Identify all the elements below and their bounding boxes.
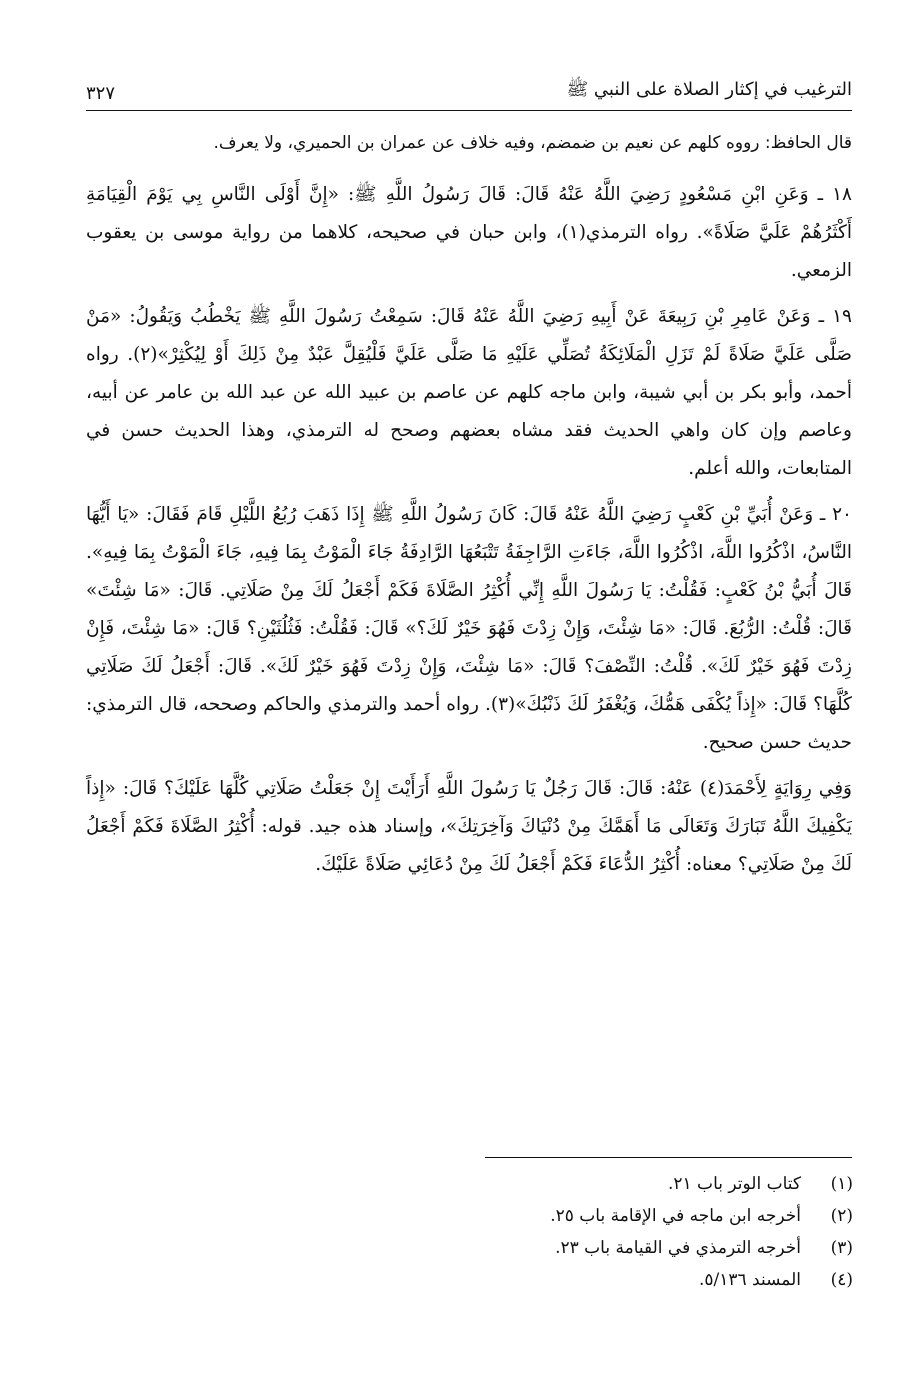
hafiz-note: قال الحافظ: رووه كلهم عن نعيم بن ضمضم، وفيه خلاف عن عمران بن الحميري، ولا يعرف. (213, 133, 852, 153)
ahmad-narration: وَفِي رِوَايَةٍ لِأَحْمَدَ(٤) عَنْهُ: قَالَ: قَالَ رَجُلٌ يَا رَسُولَ اللَّهِ أَرَأَيْتَ إِنْ جَعَلْتُ صَلَاتِي كُلَّهَا عَلَيْكَ؟ قَالَ: «إِذاً يَكْفِيكَ اللَّهُ تَبَارَكَ وَتَعَالَى مَا أَهَمَّكَ مِنْ دُنْيَاكَ وَآخِرَتِكَ»، وإسناد هذه جيد. قوله: أُكْثِرُ الصَّلَاةَ فَكَمْ أَجْعَلُ لَكَ مِنْ صَلَاتِي؟ معناه: أُكْثِرُ الدُّعَاءَ فَكَمْ أَجْعَلُ لَكَ مِنْ دُعَائِي صَلَاةً عَلَيْكَ. (86, 778, 852, 875)
footnote-text: كتاب الوتر باب ٢١. (667, 1174, 801, 1194)
running-header (86, 80, 852, 111)
footnote-number: (٤) (830, 1270, 853, 1290)
page-body (86, 124, 852, 892)
footnote-item (333, 1264, 853, 1296)
hadith-18: ١٨ ـ وَعَنِ ابْنِ مَسْعُودٍ رَضِيَ اللَّهُ عَنْهُ قَالَ: قَالَ رَسُولُ اللَّهِ ﷺ: «إِنَّ أَوْلَى النَّاسِ بِي يَوْمَ الْقِيَامَةِ أَكْثَرُهُمْ عَلَيَّ صَلَاةً». رواه الترمذي(١)، وابن حبان في صحيحه، كلاهما من رواية موسى بن يعقوب الزمعي. (86, 184, 852, 281)
footnote-item (333, 1168, 853, 1200)
hadith-19: ١٩ ـ وَعَنْ عَامِرِ بْنِ رَبِيعَةَ عَنْ أَبِيهِ رَضِيَ اللَّهُ عَنْهُ قَالَ: سَمِعْتُ رَسُولَ اللَّهِ ﷺ يَخْطُبُ وَيَقُولُ: «مَنْ صَلَّى عَلَيَّ صَلَاةً لَمْ تَزَلِ الْمَلَائِكَةُ تُصَلِّي عَلَيْهِ مَا صَلَّى عَلَيَّ فَلْيُقِلَّ عَبْدٌ مِنْ ذَلِكَ أَوْ لِيُكْثِرْ»(٢). رواه أحمد، وأبو بكر بن أبي شيبة، وابن ماجه كلهم عن عاصم بن عبيد الله عن عبد الله بن عامر عن أبيه، وعاصم وإن كان واهي الحديث فقد مشاه بعضهم وصحح له الترمذي، وهذا الحديث حسن في المتابعات، والله أعلم. (86, 306, 853, 479)
page-number: ٣٢٧ (86, 83, 121, 104)
footnote-text: أخرجه الترمذي في القيامة باب ٢٣. (555, 1238, 801, 1258)
footnote-number: (٢) (830, 1206, 853, 1226)
footnote-separator (485, 1157, 852, 1158)
header-title: الترغيب في إكثار الصلاة على النبي ﷺ (560, 78, 852, 104)
footnote-text: أخرجه ابن ماجه في الإقامة باب ٢٥. (550, 1206, 801, 1226)
footnote-item (333, 1232, 853, 1264)
footnote-number: (٣) (830, 1238, 853, 1258)
footnote-number: (١) (830, 1174, 853, 1194)
footnote-item (333, 1200, 853, 1232)
hadith-20: ٢٠ ـ وَعَنْ أُبَيِّ بْنِ كَعْبٍ رَضِيَ اللَّهُ عَنْهُ قَالَ: كَانَ رَسُولُ اللَّهِ ﷺ إِذَا ذَهَبَ رُبُعُ اللَّيْلِ قَامَ فَقَالَ: «يَا أَيُّهَا النَّاسُ، اذْكُرُوا اللَّهَ، اذْكُرُوا اللَّهَ، جَاءَتِ الرَّاجِفَةُ تَتْبَعُهَا الرَّادِفَةُ جَاءَ الْمَوْتُ بِمَا فِيهِ، جَاءَ الْمَوْتُ بِمَا فِيهِ». قَالَ أُبَيُّ بْنُ كَعْبٍ: فَقُلْتُ: يَا رَسُولَ اللَّهِ إِنِّي أُكْثِرُ الصَّلَاةَ فَكَمْ أَجْعَلُ لَكَ مِنْ صَلَاتِي. قَالَ: «مَا شِئْتَ» قَالَ: قُلْتُ: الرُّبُعَ. قَالَ: «مَا شِئْتَ، وَإِنْ زِدْتَ فَهُوَ خَيْرٌ لَكَ؟» قَالَ: فَقُلْتُ: فَثُلُثَيْنِ؟ قَالَ: «مَا شِئْتَ، فَإِنْ زِدْتَ فَهُوَ خَيْرٌ لَكَ». قُلْتُ: النِّصْفَ؟ قَالَ: «مَا شِئْتَ، وَإِنْ زِدْتَ فَهُوَ خَيْرٌ لَكَ». قَالَ: أَجْعَلُ لَكَ صَلَاتِي كُلَّهَا؟ قَالَ: «إِذاً يُكْفَى هَمُّكَ، وَيُغْفَرُ لَكَ ذَنْبُكَ»(٣). رواه أحمد والترمذي والحاكم وصححه، قال الترمذي: حديث حسن صحيح. (86, 504, 852, 753)
footnotes (333, 1168, 853, 1296)
footnote-text: المسند ٥/١٣٦. (698, 1270, 801, 1290)
